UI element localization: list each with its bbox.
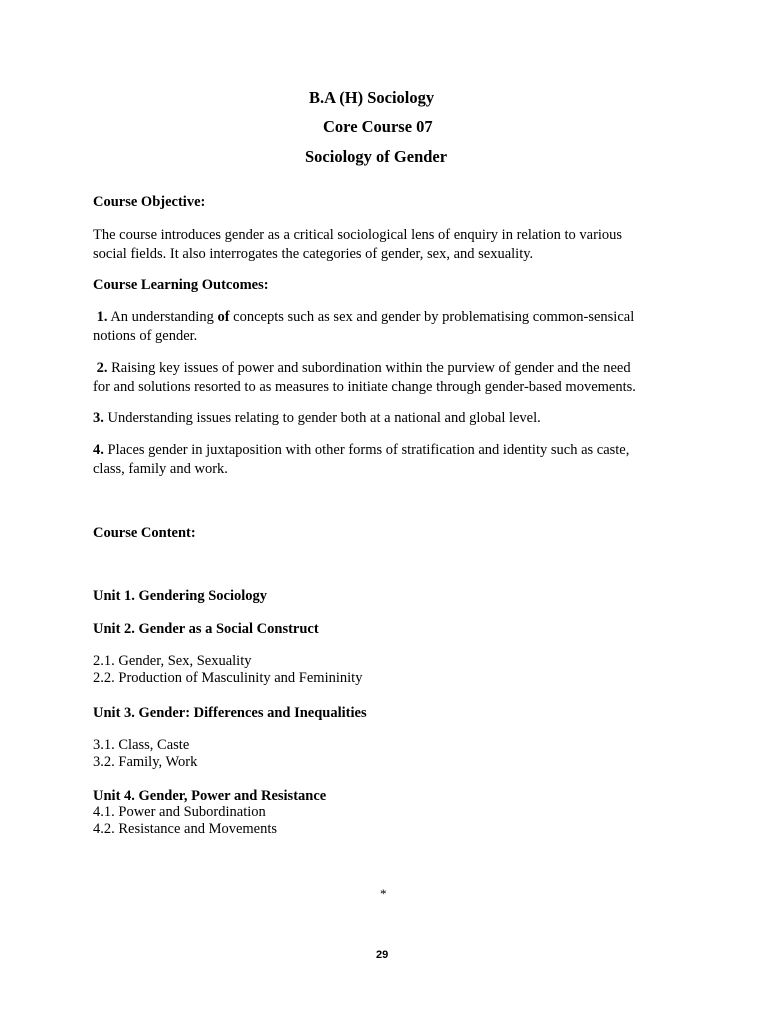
outcome-text-bold: of xyxy=(217,309,230,325)
sub-item: 4.2. Resistance and Movements xyxy=(93,821,278,837)
sub-item: 2.2. Production of Masculinity and Femininity xyxy=(93,670,363,686)
outcome-number: 1. xyxy=(96,309,108,325)
unit-title: Unit 4. Gender, Power and Resistance xyxy=(93,788,327,804)
outcome-number: 4. xyxy=(93,442,104,458)
sub-item: 3.1. Class, Caste xyxy=(93,737,190,753)
objective-heading: Course Objective: xyxy=(93,194,206,210)
outcome-item xyxy=(93,409,683,428)
sub-item: 3.2. Family, Work xyxy=(93,754,198,770)
outcome-item xyxy=(93,359,683,397)
objective-line: social fields. It also interrogates the categories of gender, sex, and sexuality. xyxy=(93,246,534,262)
outcome-text: Understanding issues relating to gender both at a national and global level. xyxy=(107,410,541,426)
unit-sublist xyxy=(93,653,362,687)
outcome-text: concepts such as sex and gender by problematising common-sensical xyxy=(229,309,635,325)
objective-text xyxy=(93,226,683,264)
unit-title: Unit 2. Gender as a Social Construct xyxy=(93,621,319,637)
outcome-text: notions of gender. xyxy=(93,328,198,344)
outcome-number: 3. xyxy=(93,410,104,426)
course-code: Core Course 07 xyxy=(323,117,433,136)
section-separator: * xyxy=(380,886,387,901)
sub-item: 2.1. Gender, Sex, Sexuality xyxy=(93,653,252,669)
unit-sublist xyxy=(93,737,197,771)
unit-title: Unit 3. Gender: Differences and Inequalities xyxy=(93,705,367,721)
outcomes-heading: Course Learning Outcomes: xyxy=(93,277,269,293)
outcome-text: for and solutions resorted to as measures to initiate change through gender-based movements. xyxy=(93,379,636,395)
outcome-text: Places gender in juxtaposition with other forms of stratification and identity such as caste, xyxy=(107,442,630,458)
sub-item: 4.1. Power and Subordination xyxy=(93,804,266,820)
objective-line: The course introduces gender as a critical sociological lens of enquiry in relation to various xyxy=(93,227,623,243)
unit-title: Unit 1. Gendering Sociology xyxy=(93,588,268,604)
outcome-item xyxy=(93,308,683,346)
outcome-text: An understanding xyxy=(110,309,218,325)
outcome-text: class, family and work. xyxy=(93,461,228,477)
course-title: Sociology of Gender xyxy=(305,147,448,166)
content-heading: Course Content: xyxy=(93,525,196,541)
program-title: B.A (H) Sociology xyxy=(309,88,435,107)
outcome-item xyxy=(93,441,683,479)
outcome-number: 2. xyxy=(96,360,108,376)
unit-sublist xyxy=(93,804,277,838)
page-number: 29 xyxy=(376,949,389,961)
outcome-text: Raising key issues of power and subordination within the purview of gender and the need xyxy=(111,360,631,376)
